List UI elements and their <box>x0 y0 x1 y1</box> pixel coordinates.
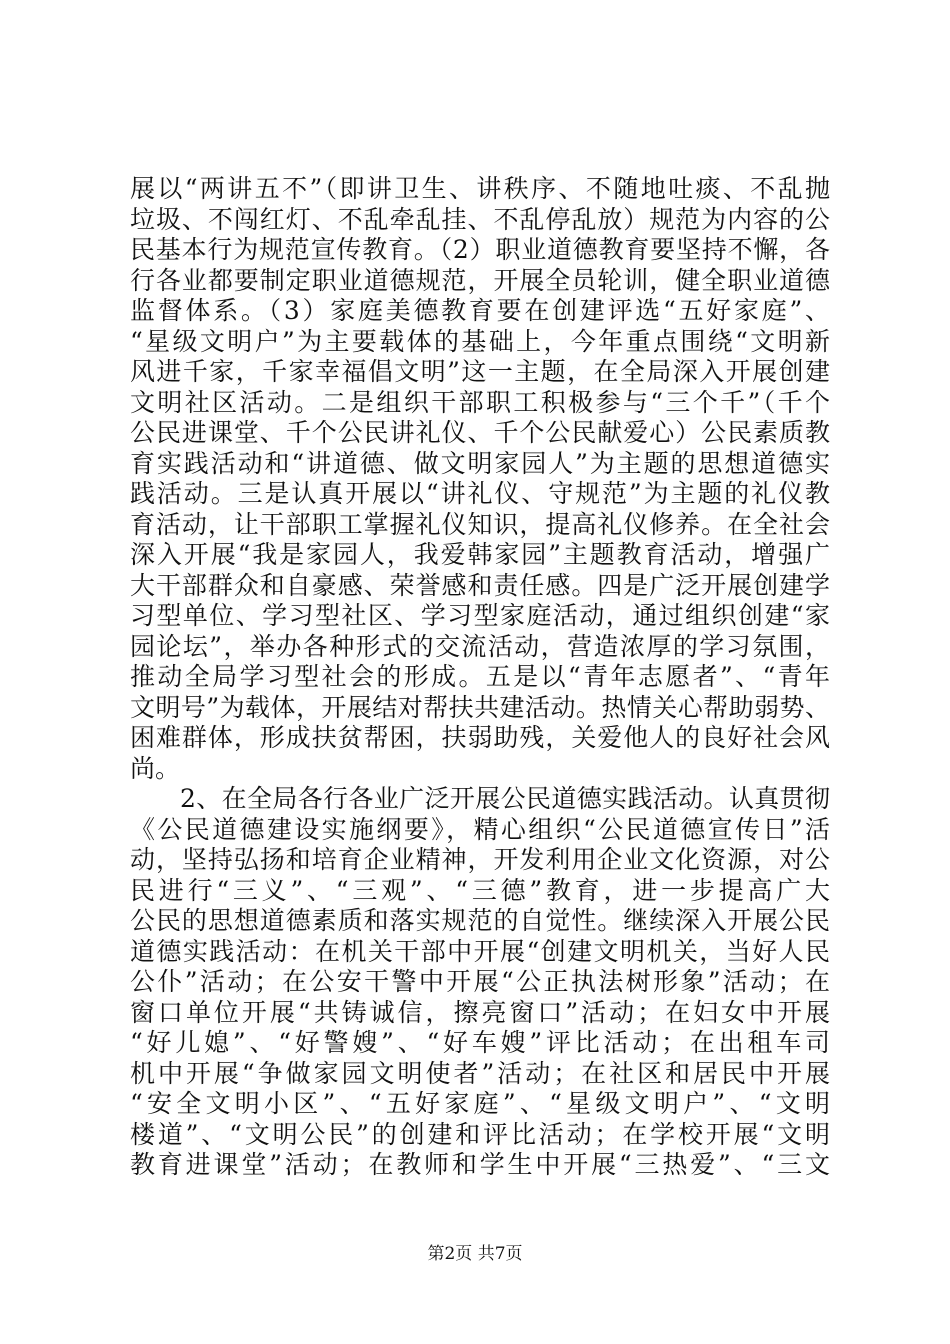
text-line: 园论坛”，举办各种形式的交流活动，营造浓厚的学习氛围， <box>130 631 830 661</box>
text-line: 公民的思想道德素质和落实规范的自觉性。继续深入开展公民 <box>130 906 830 935</box>
text-line: “好儿媳”、“好警嫂”、“好车嫂”评比活动；在出租车司 <box>130 1028 830 1057</box>
page-number-footer: 第2页 共7页 <box>427 1244 523 1264</box>
text-line: 道德实践活动：在机关干部中开展“创建文明机关，当好人民 <box>130 936 830 966</box>
text-line: 育活动，让干部职工掌握礼仪知识，提高礼仪修养。在全社会 <box>130 509 830 539</box>
text-line: 公民进课堂、千个公民讲礼仪、千个公民献爱心）公民素质教 <box>130 418 830 447</box>
text-line: “安全文明小区”、“五好家庭”、“星级文明户”、“文明 <box>130 1089 830 1118</box>
paragraph-start-line: 2、在全局各行各业广泛开展公民道德实践活动。认真贯彻 <box>180 784 830 813</box>
text-line: 习型单位、学习型社区、学习型家庭活动，通过组织创建“家 <box>130 601 830 630</box>
text-line: 楼道”、“文明公民”的创建和评比活动；在学校开展“文明 <box>130 1119 830 1149</box>
text-line: 困难群体，形成扶贫帮困，扶弱助残，关爱他人的良好社会风 <box>130 723 830 752</box>
text-line: “星级文明户”为主要载体的基础上，今年重点围绕“文明新 <box>130 326 830 356</box>
text-line: 民基本行为规范宣传教育。（2）职业道德教育要坚持不懈，各 <box>130 235 830 264</box>
text-line: 践活动。三是认真开展以“讲礼仪、守规范”为主题的礼仪教 <box>130 479 830 508</box>
body-text <box>130 174 830 1181</box>
text-line: 监督体系。（3）家庭美德教育要在创建评选“五好家庭”、 <box>130 296 830 325</box>
text-line: 公仆”活动；在公安干警中开展“公正执法树形象”活动；在 <box>130 967 830 996</box>
text-line: 文明号”为载体，开展结对帮扶共建活动。热情关心帮助弱势、 <box>130 692 830 722</box>
text-line: 民进行“三义”、“三观”、“三德”教育，进一步提高广大 <box>130 875 830 905</box>
text-line: 展以“两讲五不”（即讲卫生、讲秩序、不随地吐痰、不乱抛 <box>130 174 830 203</box>
text-line: 《公民道德建设实施纲要》，精心组织“公民道德宣传日”活 <box>130 814 830 844</box>
text-line: 风进千家，千家幸福倡文明”这一主题，在全局深入开展创建 <box>130 357 830 386</box>
text-line: 窗口单位开展“共铸诚信，擦亮窗口”活动；在妇女中开展 <box>130 997 830 1027</box>
text-line: 文明社区活动。二是组织干部职工积极参与“三个千”（千个 <box>130 387 830 417</box>
text-line: 育实践活动和“讲道德、做文明家园人”为主题的思想道德实 <box>130 448 830 478</box>
text-line: 尚。 <box>130 753 181 783</box>
text-line: 动，坚持弘扬和培育企业精神，开发利用企业文化资源，对公 <box>130 845 830 874</box>
text-line: 教育进课堂”活动；在教师和学生中开展“三热爱”、“三文 <box>130 1150 830 1179</box>
text-line: 行各业都要制定职业道德规范，开展全员轮训，健全职业道德 <box>130 265 830 295</box>
text-line: 推动全局学习型社会的形成。五是以“青年志愿者”、“青年 <box>130 662 830 691</box>
text-line: 机中开展“争做家园文明使者”活动；在社区和居民中开展 <box>130 1058 830 1088</box>
text-line: 大干部群众和自豪感、荣誉感和责任感。四是广泛开展创建学 <box>130 570 830 600</box>
text-line: 垃圾、不闯红灯、不乱牵乱挂、不乱停乱放）规范为内容的公 <box>130 204 830 234</box>
text-line: 深入开展“我是家园人，我爱韩家园”主题教育活动，增强广 <box>130 540 830 569</box>
